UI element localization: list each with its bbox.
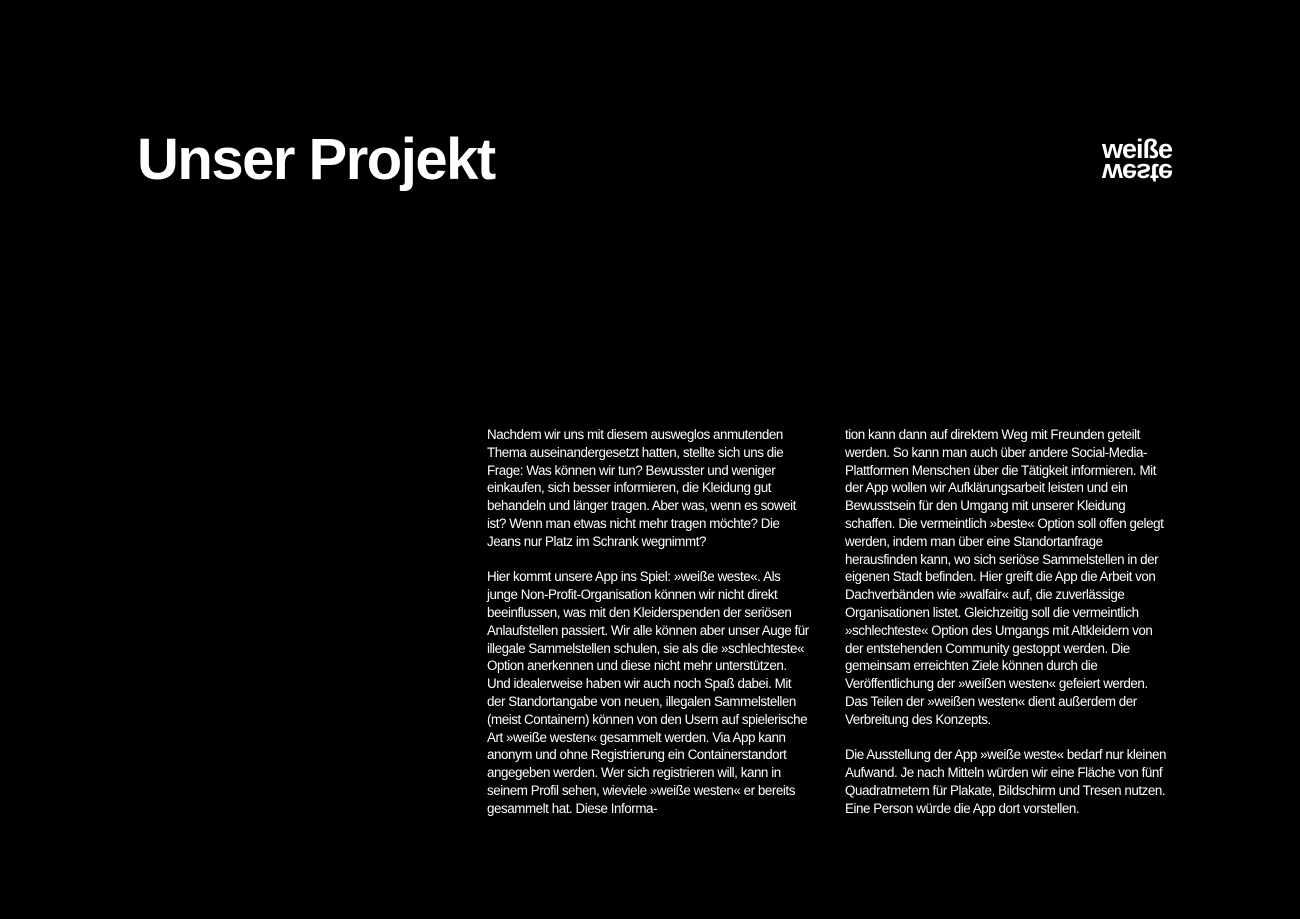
paragraph: Die Ausstellung der App »weiße weste« bedarf nur kleinen Aufwand. Je nach Mitteln würden wir eine Fläche von fünf Quadratmetern für Plakate, Bildschirm und Tresen nutzen. Eine Person würde die App dort vorstellen. xyxy=(845,747,1166,816)
text-column-left xyxy=(487,426,809,818)
logo-word-top: weiße xyxy=(1101,134,1172,164)
weisse-weste-logo xyxy=(1062,134,1172,189)
logo-word-bottom-mirrored: weste xyxy=(1101,158,1172,188)
text-column-right xyxy=(845,426,1167,818)
paragraph: Nachdem wir uns mit diesem ausweglos anmutenden Thema auseinandergesetzt hatten, stellte sich uns die Frage: Was können wir tun? Bewusster und weniger einkaufen, sich besser informieren, die Kleidung gut behandeln und länger tragen. Aber was, wenn es soweit ist? Wenn man etwas nicht mehr tragen möchte? Die Jeans nur Platz im Schrank wegnimmt? xyxy=(487,427,796,549)
paragraph: Hier kommt unsere App ins Spiel: »weiße weste«. Als junge Non-Profit-Organisation können wir nicht direkt beeinflussen, was mit den Kleiderspenden der seriösen Anlaufstellen passiert. Wir alle können aber unser Auge für illegale Sammelstellen schulen, sie als die »schlechteste« Option anerkennen und diese nicht mehr unterstützen. Und idealerweise haben wir auch noch Spaß dabei. Mit der Standortangabe von neuen, illegalen Sammelstellen (meist Containern) können von den Usern auf spielerische Art »weiße westen« gesammelt werden. Via App kann anonym und ohne Registrierung ein Containerstandort angegeben werden. Wer sich registrieren will, kann in seinem Profil sehen, wieviele »weiße westen« er bereits gesammelt hat. Diese Informa- xyxy=(487,569,809,816)
page-title: Unser Projekt xyxy=(137,127,495,192)
paragraph: tion kann dann auf direktem Weg mit Freunden geteilt werden. So kann man auch über andere Social-Media-Plattformen Menschen über die Tätigkeit informieren. Mit der App wollen wir Aufklärungsarbeit leisten und ein Bewusstsein für den Umgang mit unserer Kleidung schaffen. Die vermeintlich »beste« Option soll offen gelegt werden, indem man über eine Standortanfrage herausfinden kann, wo sich seriöse Sammelstellen in der eigenen Stadt befinden. Hier greift die App die Arbeit von Dachverbänden wie »walfair« auf, die zuverlässige Organisationen listet. Gleichzeitig soll die vermeintlich »schlechteste« Option des Umgangs mit Altkleidern von der entstehenden Community gestoppt werden. Die gemeinsam erreichten Ziele können durch die Veröffentlichung der »weißen westen« gefeiert werden. Das Teilen der »weißen westen« dient außerdem der Verbreitung des Konzepts. xyxy=(845,427,1164,727)
